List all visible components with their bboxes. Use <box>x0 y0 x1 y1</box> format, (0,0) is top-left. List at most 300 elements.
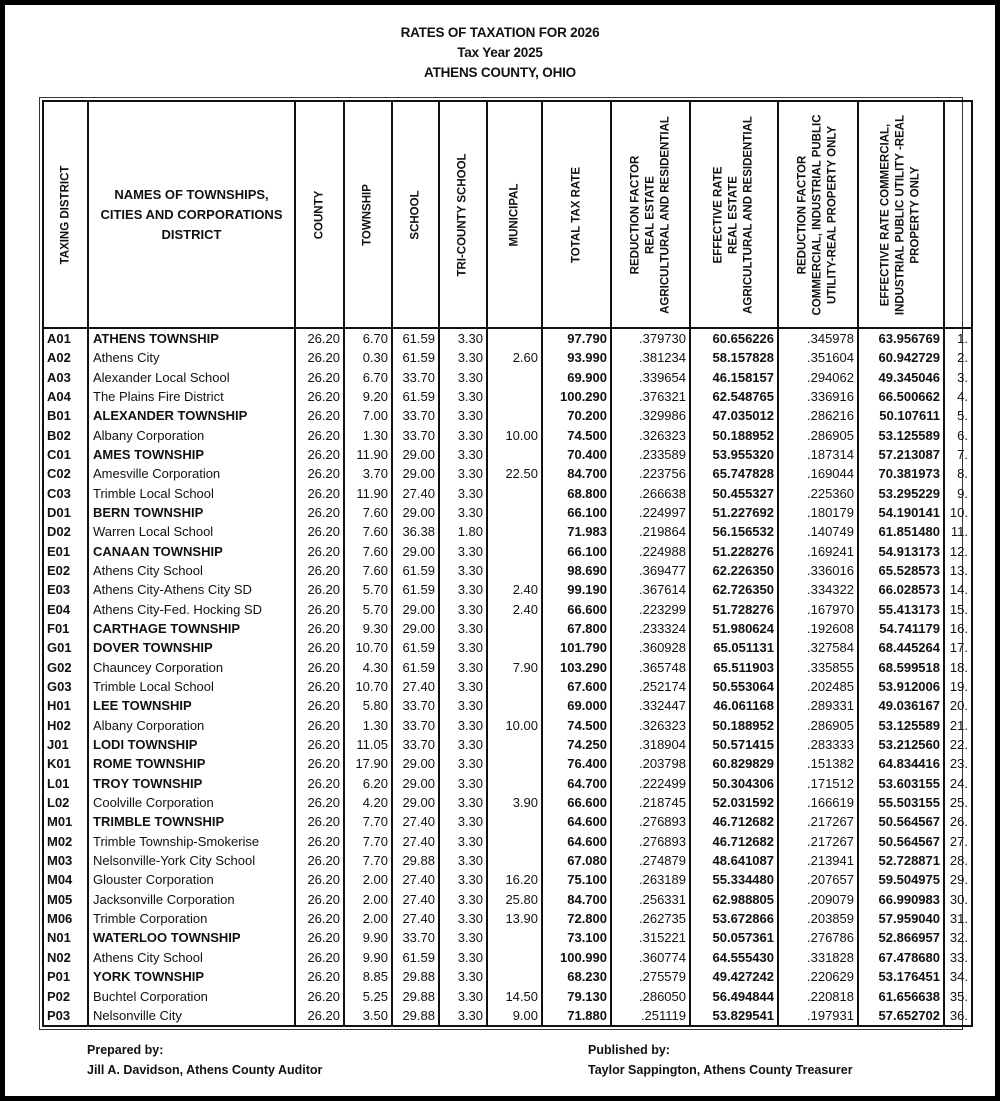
district-code-cell: M05 <box>43 890 88 909</box>
tri-county-rate-cell: 3.30 <box>439 541 487 560</box>
reduction-factor-residential-cell: .233324 <box>611 619 690 638</box>
table-row <box>43 619 972 638</box>
reduction-factor-commercial-cell: .197931 <box>778 1006 858 1026</box>
district-name-cell: TRIMBLE TOWNSHIP <box>88 812 295 831</box>
published-by-block <box>588 1040 853 1080</box>
reduction-factor-commercial-cell: .327584 <box>778 638 858 657</box>
county-rate-cell: 26.20 <box>295 832 344 851</box>
township-rate-cell: 3.70 <box>344 464 392 483</box>
effective-rate-residential-cell: 46.061168 <box>690 696 778 715</box>
reduction-factor-commercial-cell: .345978 <box>778 328 858 348</box>
district-name-cell: DOVER TOWNSHIP <box>88 638 295 657</box>
school-rate-cell: 29.88 <box>392 1006 439 1026</box>
municipal-rate-cell <box>487 638 542 657</box>
reduction-factor-commercial-cell: .202485 <box>778 677 858 696</box>
table-row <box>43 580 972 599</box>
total-tax-rate-cell: 74.500 <box>542 425 611 444</box>
prepared-by-block <box>87 1040 322 1080</box>
effective-rate-commercial-cell: 53.912006 <box>858 677 944 696</box>
tri-county-rate-cell: 3.30 <box>439 599 487 618</box>
township-rate-cell: 11.90 <box>344 445 392 464</box>
municipal-rate-cell <box>487 619 542 638</box>
reduction-factor-residential-cell: .262735 <box>611 909 690 928</box>
tri-county-rate-cell: 3.30 <box>439 832 487 851</box>
effective-rate-residential-cell: 50.571415 <box>690 735 778 754</box>
effective-rate-commercial-cell: 54.741179 <box>858 619 944 638</box>
school-rate-cell: 29.88 <box>392 967 439 986</box>
township-rate-cell: 7.00 <box>344 406 392 425</box>
district-code-cell: P03 <box>43 1006 88 1026</box>
reduction-factor-residential-cell: .233589 <box>611 445 690 464</box>
tri-county-rate-cell: 3.30 <box>439 870 487 889</box>
row-number-cell: 18. <box>944 658 972 677</box>
reduction-factor-commercial-cell: .166619 <box>778 793 858 812</box>
reduction-factor-residential-cell: .256331 <box>611 890 690 909</box>
district-name-cell: LODI TOWNSHIP <box>88 735 295 754</box>
document-header <box>5 23 995 83</box>
effective-rate-commercial-cell: 53.176451 <box>858 967 944 986</box>
tri-county-rate-cell: 3.30 <box>439 387 487 406</box>
municipal-rate-cell <box>487 406 542 425</box>
district-code-cell: P02 <box>43 986 88 1005</box>
effective-rate-commercial-cell: 50.564567 <box>858 832 944 851</box>
reduction-factor-residential-cell: .286050 <box>611 986 690 1005</box>
township-rate-cell: 11.05 <box>344 735 392 754</box>
effective-rate-commercial-cell: 54.190141 <box>858 503 944 522</box>
reduction-factor-commercial-cell: .217267 <box>778 812 858 831</box>
municipal-rate-cell: 7.90 <box>487 658 542 677</box>
township-rate-cell: 5.70 <box>344 599 392 618</box>
district-code-cell: J01 <box>43 735 88 754</box>
school-rate-cell: 36.38 <box>392 522 439 541</box>
township-rate-cell: 6.70 <box>344 367 392 386</box>
row-number-cell: 6. <box>944 425 972 444</box>
municipal-rate-cell <box>487 328 542 348</box>
municipal-rate-cell <box>487 367 542 386</box>
township-rate-cell: 7.60 <box>344 522 392 541</box>
reduction-factor-residential-cell: .315221 <box>611 928 690 947</box>
district-name-cell: CANAAN TOWNSHIP <box>88 541 295 560</box>
school-rate-cell: 27.40 <box>392 832 439 851</box>
township-rate-cell: 0.30 <box>344 348 392 367</box>
district-code-cell: P01 <box>43 967 88 986</box>
tri-county-rate-cell: 3.30 <box>439 406 487 425</box>
table-row <box>43 928 972 947</box>
municipal-rate-cell: 9.00 <box>487 1006 542 1026</box>
reduction-factor-residential-cell: .223756 <box>611 464 690 483</box>
municipal-rate-cell: 14.50 <box>487 986 542 1005</box>
district-name-cell: Albany Corporation <box>88 425 295 444</box>
district-name-cell: Jacksonville Corporation <box>88 890 295 909</box>
effective-rate-commercial-cell: 53.295229 <box>858 483 944 502</box>
table-row <box>43 483 972 502</box>
table-row <box>43 812 972 831</box>
district-code-cell: D02 <box>43 522 88 541</box>
district-code-cell: M02 <box>43 832 88 851</box>
reduction-factor-residential-cell: .252174 <box>611 677 690 696</box>
township-rate-cell: 5.80 <box>344 696 392 715</box>
reduction-factor-residential-cell: .276893 <box>611 832 690 851</box>
township-rate-cell: 9.20 <box>344 387 392 406</box>
county-rate-cell: 26.20 <box>295 328 344 348</box>
district-code-cell: A02 <box>43 348 88 367</box>
school-rate-cell: 61.59 <box>392 328 439 348</box>
effective-rate-commercial-cell: 52.728871 <box>858 851 944 870</box>
effective-rate-residential-cell: 51.228276 <box>690 541 778 560</box>
reduction-factor-residential-cell: .224997 <box>611 503 690 522</box>
district-code-cell: C03 <box>43 483 88 502</box>
township-rate-cell: 9.90 <box>344 928 392 947</box>
township-rate-cell: 3.50 <box>344 1006 392 1026</box>
table-row <box>43 367 972 386</box>
district-name-cell: Athens City <box>88 348 295 367</box>
municipal-rate-cell <box>487 696 542 715</box>
school-rate-cell: 33.70 <box>392 406 439 425</box>
row-number-cell: 2. <box>944 348 972 367</box>
county-rate-cell: 26.20 <box>295 870 344 889</box>
county-rate-cell: 26.20 <box>295 619 344 638</box>
reduction-factor-commercial-cell: .213941 <box>778 851 858 870</box>
effective-rate-commercial-cell: 53.125589 <box>858 716 944 735</box>
school-rate-cell: 61.59 <box>392 561 439 580</box>
col-header-county: COUNTY <box>295 101 344 328</box>
effective-rate-residential-cell: 56.156532 <box>690 522 778 541</box>
district-code-cell: D01 <box>43 503 88 522</box>
effective-rate-residential-cell: 62.548765 <box>690 387 778 406</box>
township-rate-cell: 5.70 <box>344 580 392 599</box>
table-row <box>43 445 972 464</box>
total-tax-rate-cell: 66.600 <box>542 599 611 618</box>
reduction-factor-residential-cell: .329986 <box>611 406 690 425</box>
tri-county-rate-cell: 3.30 <box>439 735 487 754</box>
effective-rate-commercial-cell: 50.107611 <box>858 406 944 425</box>
reduction-factor-commercial-cell: .294062 <box>778 367 858 386</box>
county-rate-cell: 26.20 <box>295 928 344 947</box>
district-code-cell: B01 <box>43 406 88 425</box>
tri-county-rate-cell: 3.30 <box>439 696 487 715</box>
table-row <box>43 774 972 793</box>
effective-rate-commercial-cell: 66.500662 <box>858 387 944 406</box>
reduction-factor-commercial-cell: .167970 <box>778 599 858 618</box>
total-tax-rate-cell: 99.190 <box>542 580 611 599</box>
county-rate-cell: 26.20 <box>295 599 344 618</box>
row-number-cell: 29. <box>944 870 972 889</box>
school-rate-cell: 29.00 <box>392 541 439 560</box>
municipal-rate-cell <box>487 851 542 870</box>
effective-rate-residential-cell: 51.227692 <box>690 503 778 522</box>
school-rate-cell: 33.70 <box>392 735 439 754</box>
township-rate-cell: 4.20 <box>344 793 392 812</box>
municipal-rate-cell <box>487 677 542 696</box>
total-tax-rate-cell: 67.080 <box>542 851 611 870</box>
table-row <box>43 638 972 657</box>
district-name-cell: LEE TOWNSHIP <box>88 696 295 715</box>
total-tax-rate-cell: 74.500 <box>542 716 611 735</box>
district-name-cell: Glouster Corporation <box>88 870 295 889</box>
tri-county-rate-cell: 3.30 <box>439 580 487 599</box>
school-rate-cell: 29.88 <box>392 986 439 1005</box>
district-name-cell: Trimble Local School <box>88 677 295 696</box>
school-rate-cell: 29.88 <box>392 851 439 870</box>
township-rate-cell: 7.70 <box>344 812 392 831</box>
tri-county-rate-cell: 3.30 <box>439 445 487 464</box>
total-tax-rate-cell: 64.600 <box>542 832 611 851</box>
total-tax-rate-cell: 68.800 <box>542 483 611 502</box>
tri-county-rate-cell: 3.30 <box>439 367 487 386</box>
table-row <box>43 348 972 367</box>
school-rate-cell: 27.40 <box>392 909 439 928</box>
tri-county-rate-cell: 3.30 <box>439 851 487 870</box>
reduction-factor-commercial-cell: .171512 <box>778 774 858 793</box>
district-name-cell: Warren Local School <box>88 522 295 541</box>
township-rate-cell: 10.70 <box>344 677 392 696</box>
district-name-cell: Trimble Local School <box>88 483 295 502</box>
school-rate-cell: 33.70 <box>392 928 439 947</box>
effective-rate-commercial-cell: 57.959040 <box>858 909 944 928</box>
table-row <box>43 832 972 851</box>
township-rate-cell: 6.20 <box>344 774 392 793</box>
total-tax-rate-cell: 67.800 <box>542 619 611 638</box>
district-code-cell: K01 <box>43 754 88 773</box>
reduction-factor-commercial-cell: .336916 <box>778 387 858 406</box>
reduction-factor-residential-cell: .219864 <box>611 522 690 541</box>
school-rate-cell: 27.40 <box>392 677 439 696</box>
county-rate-cell: 26.20 <box>295 522 344 541</box>
school-rate-cell: 29.00 <box>392 599 439 618</box>
tri-county-rate-cell: 3.30 <box>439 483 487 502</box>
total-tax-rate-cell: 103.290 <box>542 658 611 677</box>
table-row <box>43 599 972 618</box>
tri-county-rate-cell: 3.30 <box>439 1006 487 1026</box>
row-number-cell: 31. <box>944 909 972 928</box>
township-rate-cell: 7.60 <box>344 561 392 580</box>
document-page <box>5 5 995 1096</box>
township-rate-cell: 11.90 <box>344 483 392 502</box>
row-number-cell: 5. <box>944 406 972 425</box>
table-body <box>43 328 972 1026</box>
total-tax-rate-cell: 100.290 <box>542 387 611 406</box>
table-row <box>43 464 972 483</box>
municipal-rate-cell <box>487 754 542 773</box>
total-tax-rate-cell: 98.690 <box>542 561 611 580</box>
district-name-cell: BERN TOWNSHIP <box>88 503 295 522</box>
reduction-factor-commercial-cell: .217267 <box>778 832 858 851</box>
district-name-cell: ATHENS TOWNSHIP <box>88 328 295 348</box>
effective-rate-commercial-cell: 55.413173 <box>858 599 944 618</box>
district-code-cell: E03 <box>43 580 88 599</box>
district-name-cell: CARTHAGE TOWNSHIP <box>88 619 295 638</box>
effective-rate-commercial-cell: 57.652702 <box>858 1006 944 1026</box>
total-tax-rate-cell: 72.800 <box>542 909 611 928</box>
reduction-factor-commercial-cell: .220629 <box>778 967 858 986</box>
reduction-factor-residential-cell: .274879 <box>611 851 690 870</box>
district-name-cell: Athens City-Athens City SD <box>88 580 295 599</box>
reduction-factor-residential-cell: .365748 <box>611 658 690 677</box>
col-header-school: SCHOOL <box>392 101 439 328</box>
municipal-rate-cell: 3.90 <box>487 793 542 812</box>
township-rate-cell: 1.30 <box>344 425 392 444</box>
effective-rate-residential-cell: 62.726350 <box>690 580 778 599</box>
reduction-factor-commercial-cell: .209079 <box>778 890 858 909</box>
municipal-rate-cell: 2.40 <box>487 580 542 599</box>
row-number-cell: 27. <box>944 832 972 851</box>
row-number-cell: 4. <box>944 387 972 406</box>
municipal-rate-cell <box>487 387 542 406</box>
tri-county-rate-cell: 3.30 <box>439 754 487 773</box>
table-row <box>43 1006 972 1026</box>
row-number-cell: 9. <box>944 483 972 502</box>
municipal-rate-cell <box>487 522 542 541</box>
total-tax-rate-cell: 68.230 <box>542 967 611 986</box>
township-rate-cell: 17.90 <box>344 754 392 773</box>
county-rate-cell: 26.20 <box>295 793 344 812</box>
tax-rates-table-frame <box>39 97 968 1030</box>
total-tax-rate-cell: 64.700 <box>542 774 611 793</box>
effective-rate-commercial-cell: 65.528573 <box>858 561 944 580</box>
school-rate-cell: 61.59 <box>392 580 439 599</box>
county-rate-cell: 26.20 <box>295 464 344 483</box>
row-number-cell: 22. <box>944 735 972 754</box>
table-row <box>43 716 972 735</box>
effective-rate-residential-cell: 55.334480 <box>690 870 778 889</box>
col-header-township: TOWNSHIP <box>344 101 392 328</box>
tri-county-rate-cell: 3.30 <box>439 890 487 909</box>
table-row <box>43 948 972 967</box>
table-row <box>43 522 972 541</box>
reduction-factor-residential-cell: .360928 <box>611 638 690 657</box>
municipal-rate-cell <box>487 928 542 947</box>
reduction-factor-residential-cell: .376321 <box>611 387 690 406</box>
total-tax-rate-cell: 69.900 <box>542 367 611 386</box>
row-number-cell: 12. <box>944 541 972 560</box>
district-code-cell: M04 <box>43 870 88 889</box>
district-name-cell: Alexander Local School <box>88 367 295 386</box>
col-header-reduction-factor-residential: REDUCTION FACTOR REAL ESTATE AGRICULTURAL AND RESIDENTIAL <box>611 101 690 328</box>
school-rate-cell: 33.70 <box>392 716 439 735</box>
effective-rate-residential-cell: 47.035012 <box>690 406 778 425</box>
municipal-rate-cell <box>487 774 542 793</box>
reduction-factor-residential-cell: .223299 <box>611 599 690 618</box>
school-rate-cell: 27.40 <box>392 870 439 889</box>
school-rate-cell: 29.00 <box>392 793 439 812</box>
district-name-cell: Buchtel Corporation <box>88 986 295 1005</box>
effective-rate-residential-cell: 64.555430 <box>690 948 778 967</box>
district-code-cell: M06 <box>43 909 88 928</box>
published-by-label: Published by: <box>588 1043 670 1057</box>
row-number-cell: 15. <box>944 599 972 618</box>
school-rate-cell: 33.70 <box>392 367 439 386</box>
county-rate-cell: 26.20 <box>295 716 344 735</box>
effective-rate-commercial-cell: 61.851480 <box>858 522 944 541</box>
effective-rate-residential-cell: 50.188952 <box>690 425 778 444</box>
effective-rate-commercial-cell: 53.603155 <box>858 774 944 793</box>
district-code-cell: H01 <box>43 696 88 715</box>
district-code-cell: H02 <box>43 716 88 735</box>
reduction-factor-commercial-cell: .207657 <box>778 870 858 889</box>
township-rate-cell: 8.85 <box>344 967 392 986</box>
municipal-rate-cell <box>487 967 542 986</box>
reduction-factor-commercial-cell: .151382 <box>778 754 858 773</box>
table-row <box>43 890 972 909</box>
table-row <box>43 967 972 986</box>
county-rate-cell: 26.20 <box>295 387 344 406</box>
township-rate-cell: 7.60 <box>344 503 392 522</box>
effective-rate-commercial-cell: 54.913173 <box>858 541 944 560</box>
county-rate-cell: 26.20 <box>295 503 344 522</box>
effective-rate-commercial-cell: 66.990983 <box>858 890 944 909</box>
effective-rate-residential-cell: 50.188952 <box>690 716 778 735</box>
district-code-cell: G01 <box>43 638 88 657</box>
township-rate-cell: 7.70 <box>344 832 392 851</box>
district-code-cell: A04 <box>43 387 88 406</box>
tri-county-rate-cell: 3.30 <box>439 716 487 735</box>
district-code-cell: E02 <box>43 561 88 580</box>
county-rate-cell: 26.20 <box>295 580 344 599</box>
district-name-cell: ROME TOWNSHIP <box>88 754 295 773</box>
reduction-factor-residential-cell: .332447 <box>611 696 690 715</box>
effective-rate-residential-cell: 50.455327 <box>690 483 778 502</box>
tri-county-rate-cell: 3.30 <box>439 677 487 696</box>
effective-rate-commercial-cell: 70.381973 <box>858 464 944 483</box>
tri-county-rate-cell: 3.30 <box>439 425 487 444</box>
municipal-rate-cell <box>487 735 542 754</box>
reduction-factor-commercial-cell: .351604 <box>778 348 858 367</box>
reduction-factor-commercial-cell: .180179 <box>778 503 858 522</box>
municipal-rate-cell <box>487 561 542 580</box>
tri-county-rate-cell: 3.30 <box>439 967 487 986</box>
district-code-cell: M03 <box>43 851 88 870</box>
total-tax-rate-cell: 66.600 <box>542 793 611 812</box>
row-number-cell: 21. <box>944 716 972 735</box>
effective-rate-commercial-cell: 68.445264 <box>858 638 944 657</box>
municipal-rate-cell: 2.60 <box>487 348 542 367</box>
table-row <box>43 696 972 715</box>
col-header-total-tax-rate: TOTAL TAX RATE <box>542 101 611 328</box>
township-rate-cell: 4.30 <box>344 658 392 677</box>
effective-rate-residential-cell: 51.728276 <box>690 599 778 618</box>
row-number-cell: 16. <box>944 619 972 638</box>
row-number-cell: 34. <box>944 967 972 986</box>
total-tax-rate-cell: 71.983 <box>542 522 611 541</box>
col-header-reduction-factor-commercial: REDUCTION FACTOR COMMERCIAL, INDUSTRIAL PUBLIC UTILITY-REAL PROPERTY ONLY <box>778 101 858 328</box>
reduction-factor-commercial-cell: .286216 <box>778 406 858 425</box>
effective-rate-commercial-cell: 61.656638 <box>858 986 944 1005</box>
total-tax-rate-cell: 70.200 <box>542 406 611 425</box>
reduction-factor-residential-cell: .326323 <box>611 716 690 735</box>
district-code-cell: G02 <box>43 658 88 677</box>
row-number-cell: 7. <box>944 445 972 464</box>
county-rate-cell: 26.20 <box>295 948 344 967</box>
reduction-factor-commercial-cell: .335855 <box>778 658 858 677</box>
district-name-cell: ALEXANDER TOWNSHIP <box>88 406 295 425</box>
district-name-cell: Trimble Township-Smokerise <box>88 832 295 851</box>
effective-rate-residential-cell: 62.988805 <box>690 890 778 909</box>
effective-rate-residential-cell: 60.656226 <box>690 328 778 348</box>
effective-rate-residential-cell: 50.304306 <box>690 774 778 793</box>
county-rate-cell: 26.20 <box>295 425 344 444</box>
reduction-factor-residential-cell: .266638 <box>611 483 690 502</box>
tax-rates-table <box>42 100 973 1027</box>
effective-rate-commercial-cell: 68.599518 <box>858 658 944 677</box>
table-row <box>43 986 972 1005</box>
total-tax-rate-cell: 64.600 <box>542 812 611 831</box>
col-header-effective-rate-residential: EFFECTIVE RATE REAL ESTATE AGRICULTURAL AND RESIDENTIAL <box>690 101 778 328</box>
district-code-cell: N01 <box>43 928 88 947</box>
document-subtitle: Tax Year 2025 <box>457 45 543 60</box>
county-rate-cell: 26.20 <box>295 561 344 580</box>
municipal-rate-cell <box>487 445 542 464</box>
total-tax-rate-cell: 84.700 <box>542 890 611 909</box>
